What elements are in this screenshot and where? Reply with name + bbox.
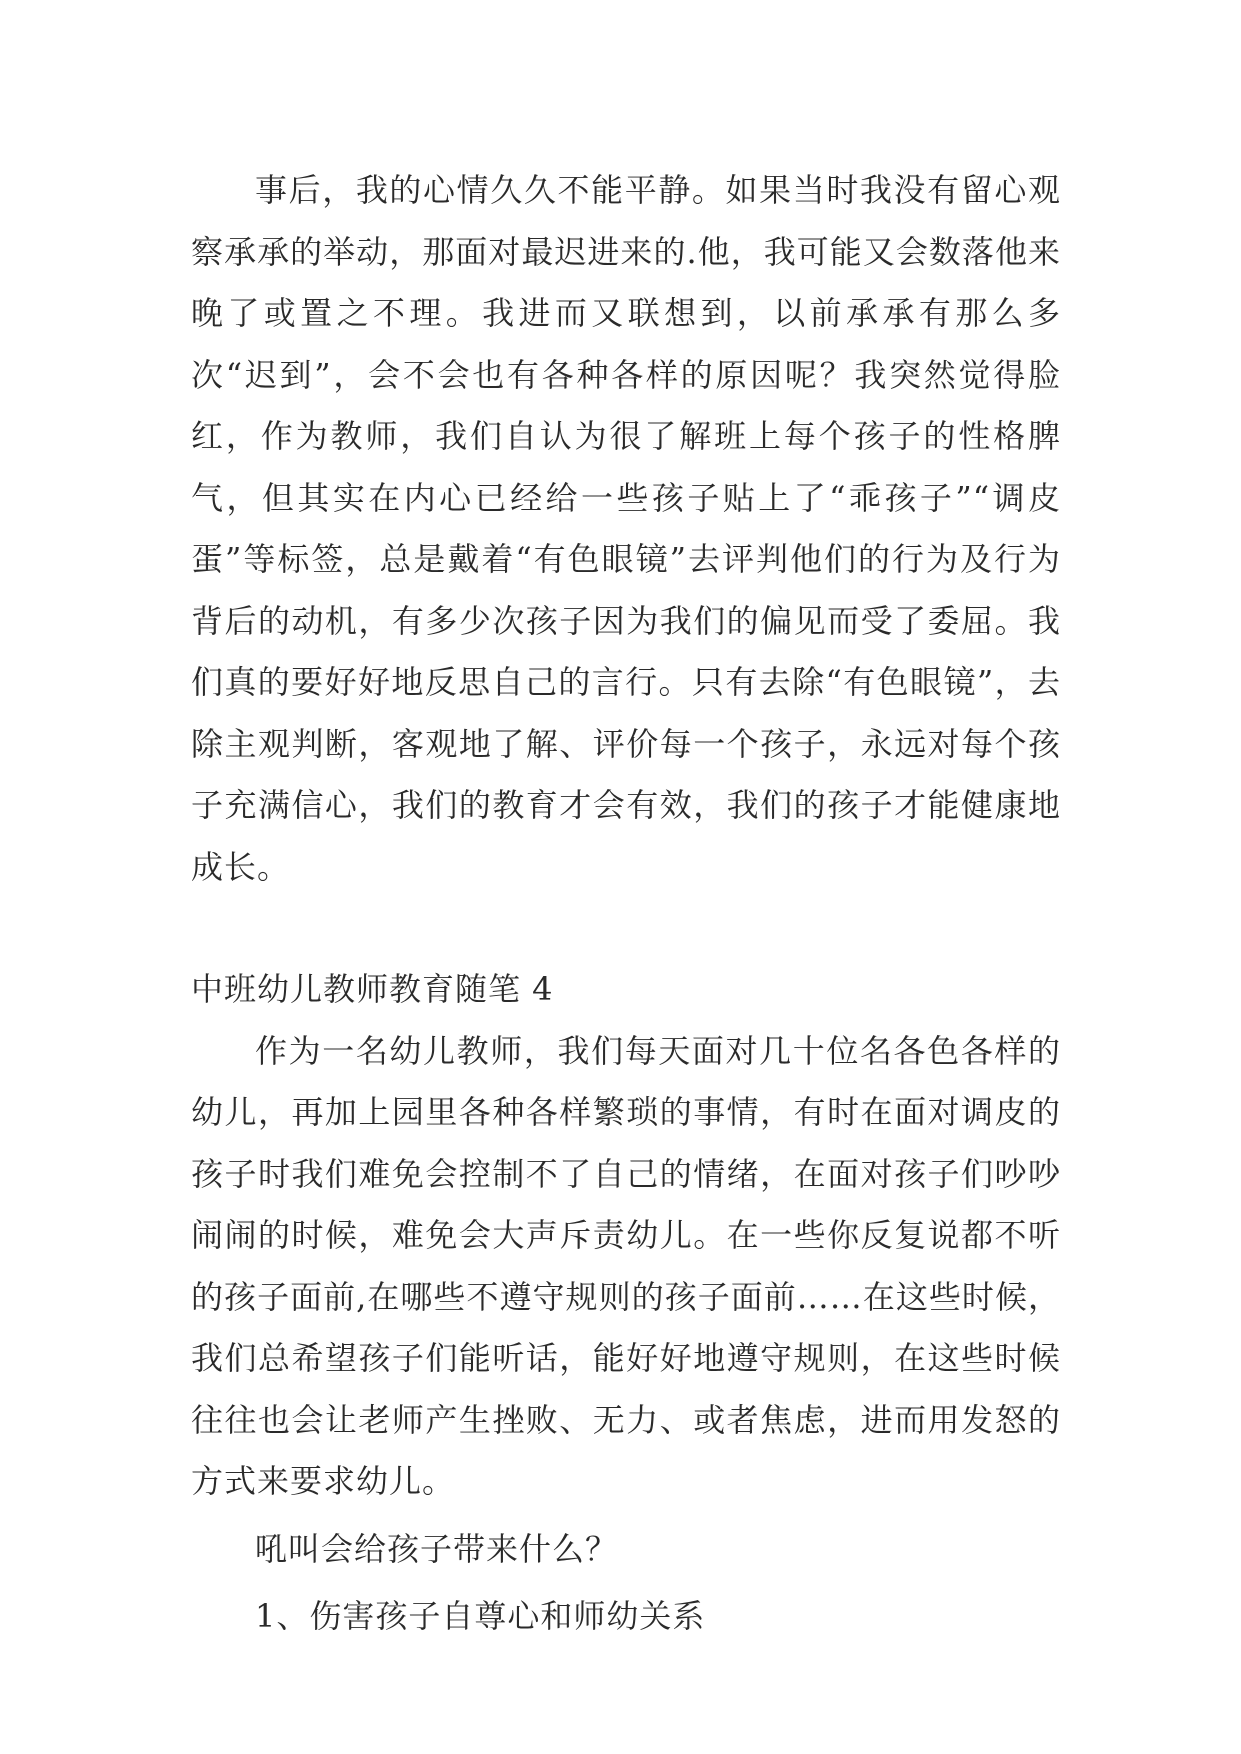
paragraph-reflection: 事后，我的心情久久不能平静。如果当时我没有留心观察承承的举动，那面对最迟进来的.他，我可能又会数落他来晚了或置之不理。我进而又联想到，以前承承有那么多次“迟到”，会不会也有各种各样的原因呢？我突然觉得脸红，作为教师，我们自认为很了解班上每个孩子的性格脾气，但其实在内心已经给一些孩子贴上了“乖孩子”“调皮蛋”等标签，总是戴着“有色眼镜”去评判他们的行为及行为背后的动机，有多少次孩子因为我们的偏见而受了委屈。我们真的要好好地反思自己的言行。只有去除“有色眼镜”，去除主观判断，客观地了解、评价每一个孩子，永远对每个孩子充满信心，我们的教育才会有效，我们的孩子才能健康地成长。 — [191, 171, 1061, 886]
question-line: 吼叫会给孩子带来什么？ — [255, 1529, 619, 1568]
section-title: 中班幼儿教师教育随笔 4 — [191, 970, 554, 1008]
point-item: 1、伤害孩子自尊心和师幼关系 — [255, 1597, 706, 1635]
document-body — [191, 160, 1061, 1648]
paragraph-intro: 作为一名幼儿教师，我们每天面对几十位名各色各样的幼儿，再加上园里各种各样繁琐的事情，有时在面对调皮的孩子时我们难免会控制不了自己的情绪，在面对孩子们吵吵闹闹的时候，难免会大声斥责幼儿。在一些你反复说都不听的孩子面前,在哪些不遵守规则的孩子面前……在这些时候，我们总希望孩子们能听话，能好好地遵守规则，在这些时候往往也会让老师产生挫败、无力、或者焦虑，进而用发怒的方式来要求幼儿。 — [191, 1031, 1061, 1500]
